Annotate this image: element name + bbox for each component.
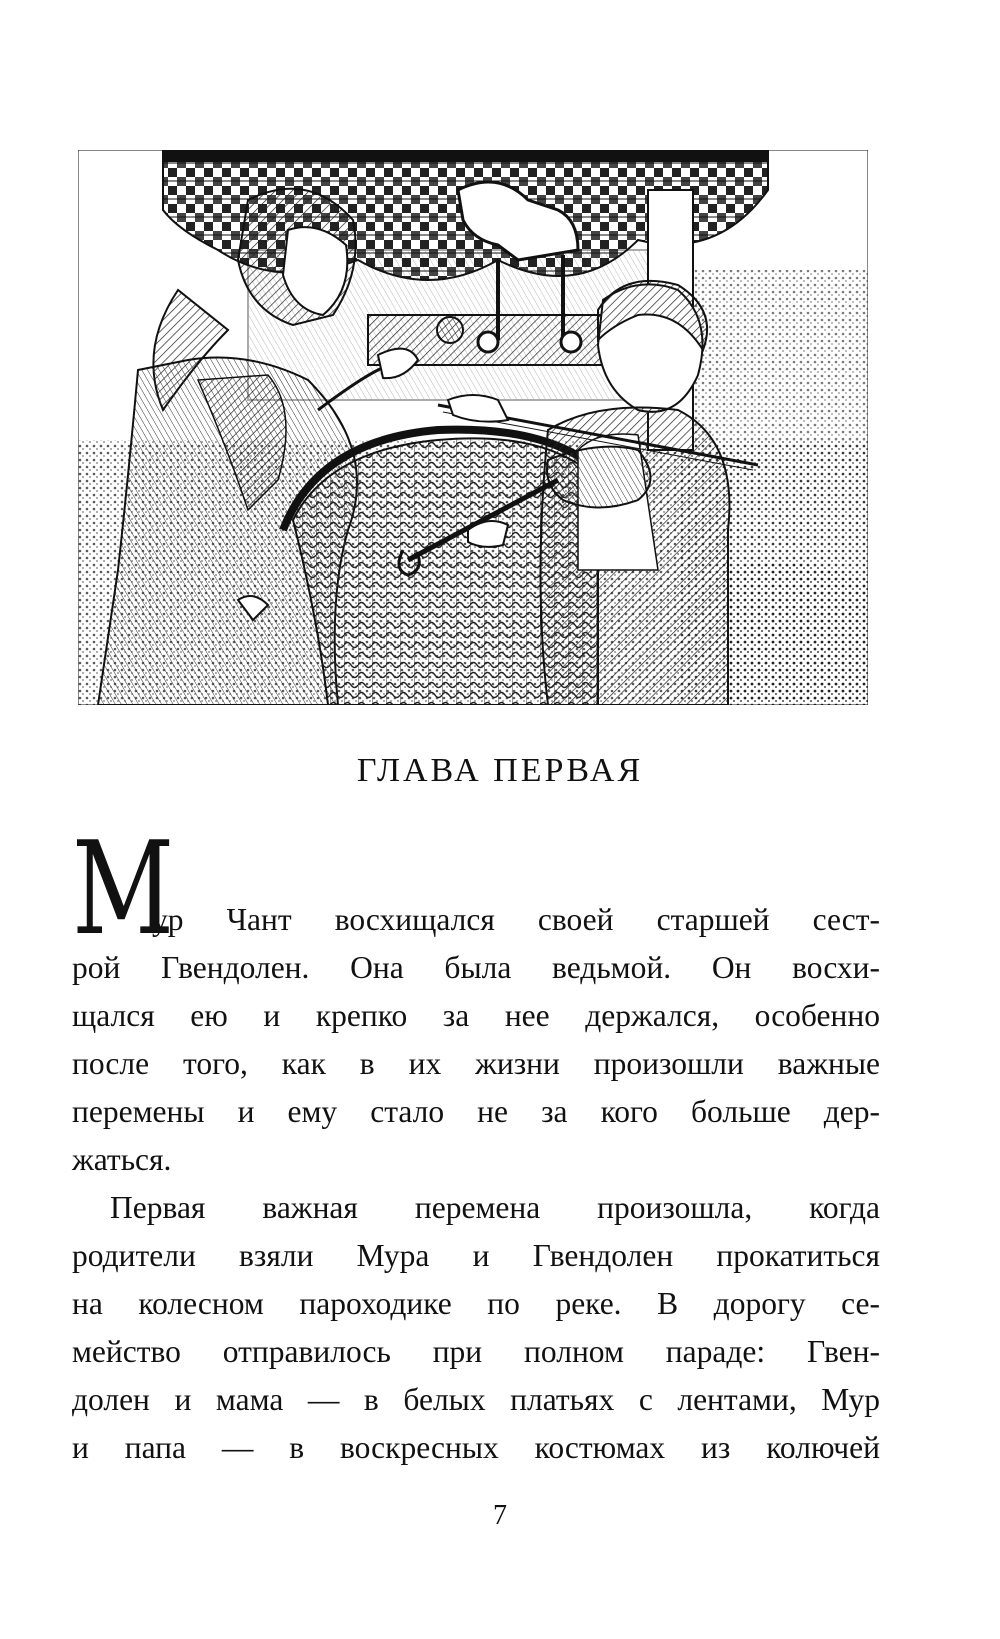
chapter-title: ГЛАВА ПЕРВАЯ: [356, 752, 644, 789]
text-line: и папа — в воскресных костюмах из колючей: [72, 1430, 880, 1465]
drop-cap: М: [72, 815, 175, 964]
body-text: [72, 815, 880, 1472]
text-line: Первая важная перемена произошла, когда: [110, 1190, 880, 1225]
chapter-illustration: [78, 150, 868, 705]
text-line: долен и мама — в белых платьях с лентами, Мур: [72, 1382, 880, 1417]
text-line: перемены и ему стало не за кого больше дер-: [72, 1094, 880, 1129]
text-line: щался ею и крепко за нее держался, особенно: [72, 998, 880, 1033]
paragraph-1-opening: [72, 815, 880, 964]
text-line: мейство отправилось при полном параде: Гвен-: [72, 1334, 880, 1369]
text-line: рой Гвендолен. Она была ведьмой. Он восхи-: [72, 950, 880, 985]
text-line: жаться.: [72, 1142, 172, 1177]
text-line: ур Чант восхищался своей старшей сест-: [152, 902, 880, 937]
page-number: 7: [493, 1500, 507, 1531]
text-line: родители взяли Мура и Гвендолен прокатиться: [72, 1238, 880, 1273]
text-line: после того, как в их жизни произошли важные: [72, 1046, 880, 1081]
text-line: на колесном пароходике по реке. В дорогу се-: [72, 1286, 880, 1321]
